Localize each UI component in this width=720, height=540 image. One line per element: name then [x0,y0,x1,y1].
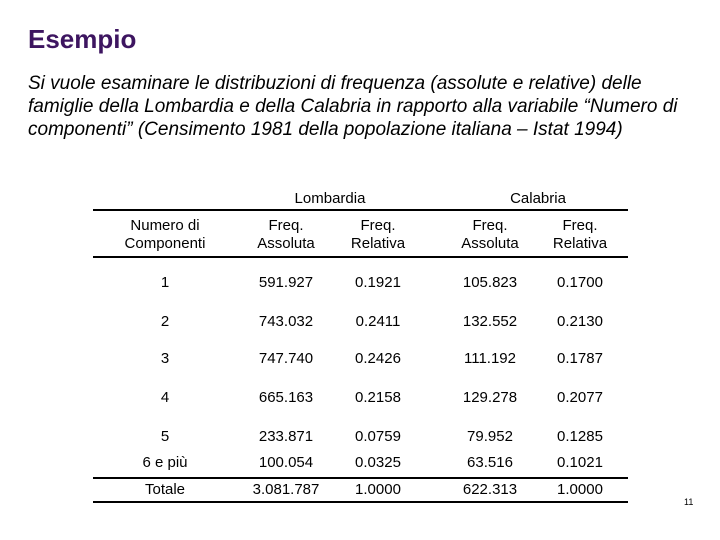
cell-lomb-assoluta: 665.163 [258,389,314,406]
cell-cal-assoluta: 132.552 [462,313,518,330]
cell-lomb-relativa: 0.2411 [355,313,401,330]
col-header-line: Componenti [124,235,206,252]
cell-cal-relativa: 0.2130 [557,313,603,330]
col-header-line: Relativa [350,235,406,252]
cell-componenti: 6 e più [142,454,188,471]
col-header-line: Relativa [552,235,608,252]
cell-lomb-assoluta: 233.871 [258,428,314,445]
cell-cal-relativa: 0.2077 [557,389,603,406]
cell-componenti: 4 [160,389,170,406]
region-header-lombardia: Lombardia [294,190,366,207]
cell-cal-assoluta: 129.278 [462,389,518,406]
region-header-calabria: Calabria [510,190,566,207]
cell-lomb-relativa: 0.0325 [355,454,401,471]
col-header-line: Freq. [268,217,304,234]
total-rule [93,477,628,479]
cell-lomb-assoluta: 747.740 [258,350,314,367]
cell-cal-assoluta: 105.823 [462,274,518,291]
intro-text: Si vuole esaminare le distribuzioni di frequenza (assolute e relative) delle famiglie della Lombardia e della Calabria in rapporto alla variabile “Numero di componenti” (Censimento 1981 della popolazione italiana – Istat 1994) [28,73,678,140]
cell-total-lomb-assoluta: 3.081.787 [252,481,320,498]
col-header-line: Freq. [562,217,598,234]
cell-componenti: 3 [160,350,170,367]
table-bottom-rule [93,501,628,503]
cell-cal-assoluta: 111.192 [464,350,516,367]
header-rule [93,256,628,258]
col-header-line: Freq. [360,217,396,234]
cell-lomb-relativa: 0.2158 [355,389,401,406]
cell-lomb-assoluta: 100.054 [258,454,314,471]
col-header-componenti [110,217,220,253]
page-number: 11 [684,497,694,507]
cell-lomb-assoluta: 743.032 [258,313,314,330]
cell-lomb-assoluta: 591.927 [258,274,314,291]
slide-title: Esempio [28,24,137,54]
cell-lomb-relativa: 0.1921 [355,274,401,291]
col-header-line: Freq. [472,217,508,234]
cell-cal-relativa: 0.1285 [557,428,603,445]
table-top-rule [93,209,628,211]
col-header-line: Numero di [130,217,200,234]
cell-cal-relativa: 0.1700 [557,274,603,291]
cell-componenti: 5 [160,428,170,445]
cell-cal-assoluta: 63.516 [467,454,513,471]
col-header-line: Assoluta [461,235,519,252]
cell-componenti: 1 [160,274,170,291]
cell-total-label: Totale [144,481,186,498]
cell-total-lomb-relativa: 1.0000 [355,481,401,498]
cell-cal-relativa: 0.1021 [557,454,603,471]
cell-lomb-relativa: 0.2426 [355,350,401,367]
cell-componenti: 2 [160,313,170,330]
col-header-lomb-relativa [323,217,433,253]
col-header-line: Assoluta [257,235,315,252]
cell-cal-relativa: 0.1787 [557,350,603,367]
cell-cal-assoluta: 79.952 [467,428,513,445]
cell-lomb-relativa: 0.0759 [355,428,401,445]
cell-total-cal-assoluta: 622.313 [462,481,518,498]
col-header-cal-relativa [525,217,635,253]
cell-total-cal-relativa: 1.0000 [557,481,603,498]
